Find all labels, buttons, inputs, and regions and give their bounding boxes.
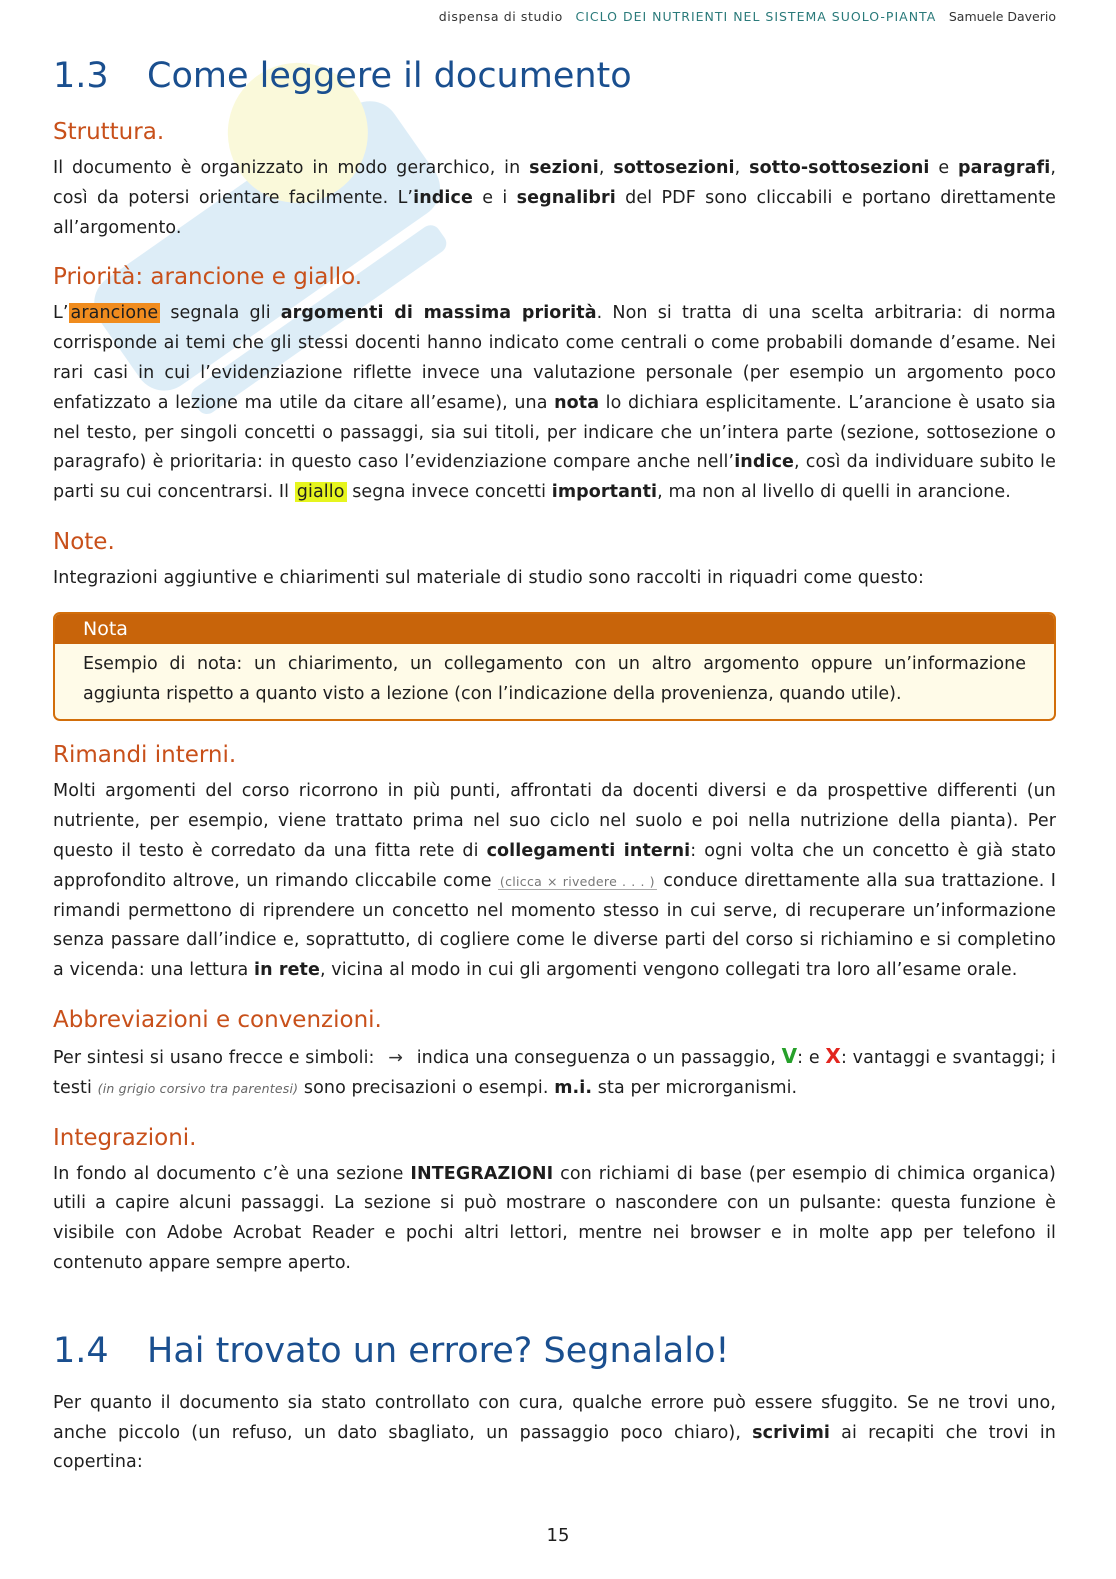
advantage-v-icon: V: [781, 1043, 798, 1068]
main-content: [53, 52, 1056, 1478]
section-heading-1-3: [53, 52, 1056, 100]
arrow-right-icon: →: [388, 1047, 404, 1068]
paragraph-integrazioni: In fondo al documento c’è una sezione INTEGRAZIONI con richiami di base (per esempio di chimica organica) utili a capire alcuni passaggi. La sezione si può mostrare o nascondere con un pulsante: questa funzione è visibile con Adobe Acrobat Reader e pochi altri lettori, mentre nei browser e in molte app per telefono il contenuto appare sempre aperto.: [53, 1163, 1056, 1273]
section-title: Hai trovato un errore? Segnalalo!: [147, 1330, 730, 1371]
yellow-highlight: giallo: [296, 482, 345, 503]
note-box-title: Nota: [55, 614, 1054, 644]
paragraph-abbreviazioni: Per sintesi si usano frecce e simboli: → indica una conseguenza o un passaggio, V: e X: vantaggi e svantaggi; i testi (in grigio corsivo tra parentesi) sono precisazioni o esempi. m.i. sta per microrganismi.: [53, 1043, 1056, 1098]
subsection-heading-struttura: Struttura.: [53, 119, 165, 145]
disadvantage-x-icon: X: [825, 1043, 841, 1068]
paragraph-rimandi: Molti argomenti del corso ricorrono in più punti, affrontati da docenti diversi e da prospettive differenti (un nutriente, per esempio, viene trattato prima nel suo ciclo nel suolo e poi nella nutrizione della pianta). Per questo il testo è corredato da una fitta rete di collegamenti interni: ogni volta che un concetto è già stato approfondito altrove, un rimando cliccabile come (clicca × rivedere . . . ) conduce direttamente alla sua trattazione. I rimandi permettono di riprendere un concetto nel momento stesso in cui serve, di recuperare un’informazione senza passare dall’indice e, soprattutto, di cogliere come le diverse parti del corso si richiamino e si completino a vicenda: una lettura in rete, vicina al modo in cui gli argomenti vengono collegati tra loro all’esame orale.: [53, 781, 1056, 981]
subsection-heading-rimandi: Rimandi interni.: [53, 742, 237, 769]
note-box-body: Esempio di nota: un chiarimento, un collegamento con un altro argomento oppure un’informazione aggiunta rispetto a quanto visto a lezione (con l’indicazione della provenienza, quando utile).: [83, 653, 1026, 704]
internal-link-example[interactable]: (clicca × rivedere . . . ): [499, 873, 655, 889]
section-title: Come leggere il documento: [147, 56, 632, 96]
running-head-left: dispensa di studio: [438, 9, 563, 24]
paragraph-note: Integrazioni aggiuntive e chiarimenti sul materiale di studio sono raccolti in riquadri come questo:: [53, 567, 924, 588]
section-number: 1.3: [53, 56, 109, 96]
running-head-author: Samuele Daverio: [948, 9, 1056, 24]
subsection-heading-note: Note.: [53, 528, 115, 555]
page-number: 15: [546, 1525, 570, 1546]
gray-italic-example: (in grigio corsivo tra parentesi): [97, 1080, 299, 1096]
subsection-heading-integrazioni: Integrazioni.: [53, 1124, 197, 1151]
orange-highlight: arancione: [70, 303, 159, 324]
running-head: [439, 9, 1056, 24]
note-box: [53, 612, 1056, 722]
section-number: 1.4: [53, 1330, 109, 1371]
running-head-title: CICLO DEI NUTRIENTI NEL SISTEMA SUOLO-PIANTA: [575, 9, 937, 24]
subsection-heading-abbreviazioni: Abbreviazioni e convenzioni.: [53, 1006, 382, 1033]
paragraph-struttura: Il documento è organizzato in modo gerarchico, in sezioni, sottosezioni, sotto-sottosezioni e paragrafi, così da potersi orientare facilmente. L’indice e i segnalibri del PDF sono cliccabili e portano direttamente all’argomento.: [53, 158, 1056, 238]
section-heading-1-4: [53, 1327, 1056, 1375]
paragraph-priorita: L’ arancione segnala gli argomenti di massima priorità. Non si tratta di una scelta arbitraria: di norma corrisponde ai temi che gli stessi docenti hanno indicato come centrali o come probabili domande d’esame. Nei rari casi in cui l’evidenziazione riflette invece una valutazione personale (per esempio un argomento poco enfatizzato a lezione ma utile da citare all’esame), una nota lo dichiara esplicitamente. L’arancione è usato sia nel testo, per singoli concetti o passaggi, sia sui titoli, per indicare che un’intera parte (sezione, sottosezione o paragrafo) è prioritaria: in questo caso l’evidenziazione compare anche nell’indice, così da individuare subito le parti su cui concentrarsi. Il giallo segna invece concetti importanti, ma non al livello di quelli in arancione.: [53, 303, 1057, 503]
subsection-heading-priorita: Priorità: arancione e giallo.: [53, 264, 363, 291]
paragraph-errori: Per quanto il documento sia stato controllato con cura, qualche errore può essere sfuggito. Se ne trovi uno, anche piccolo (un refuso, un dato sbagliato, un passaggio poco chiaro), scrivimi ai recapiti che trovi in copertina:: [53, 1392, 1057, 1473]
